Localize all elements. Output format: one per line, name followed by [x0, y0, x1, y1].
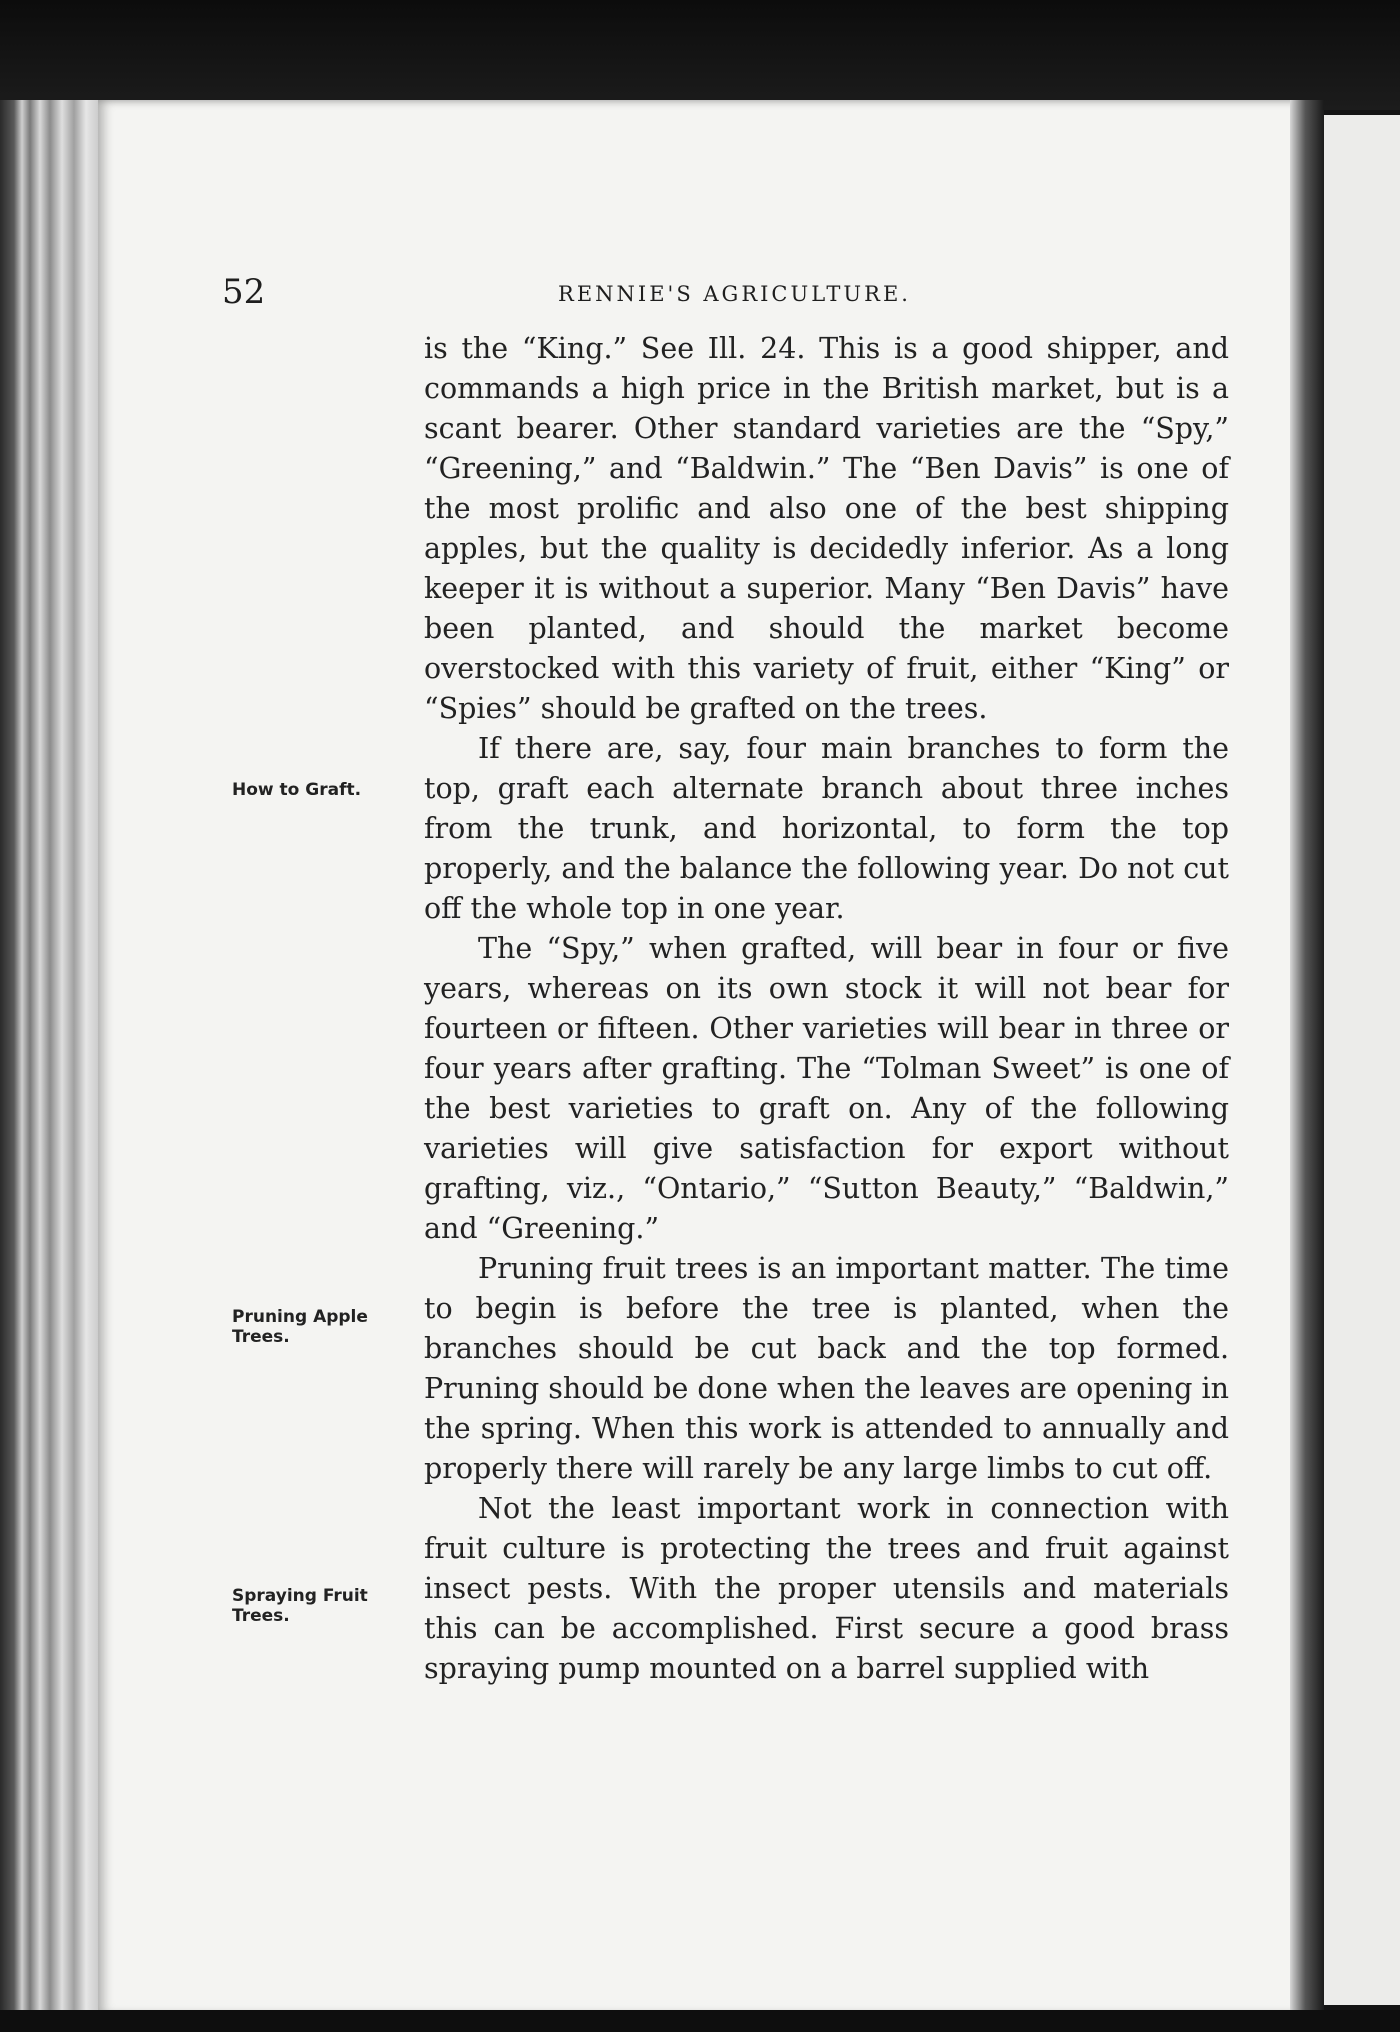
side-note-pruning-apple-trees: Pruning Apple Trees. — [232, 1307, 368, 1347]
paragraph-continued: is the “King.” See Ill. 24. This is a good shipper, and commands a high price in the British market, but is a scant bearer. Other standard varieties are the “Spy,” “Greening,” and “Baldwin.” The “Ben Davis” is one of the most prolific and also one of the best shipping apples, but the quality is decidedly inferior. As a long keeper it is without a superior. Many “Ben Davis” have been planted, and should the market become overstocked with this variety of fruit, either “King” or “Spies” should be grafted on the trees. — [424, 332, 1229, 725]
paragraph-spraying: Not the least important work in connection with fruit culture is protecting the trees and fruit against insect pests. With the proper utensils and materials this can be accomplished. First secure a good brass spraying pump mounted on a barrel supplied with — [424, 1492, 1229, 1685]
paragraph-how-to-graft: If there are, say, four main branches to form the top, graft each alternate branch about three inches from the trunk, and horizontal, to form the top properly, and the balance the following year. Do not cut off the whole top in one year. — [424, 732, 1229, 925]
running-title: RENNIE'S AGRICULTURE. — [558, 282, 911, 306]
side-note-how-to-graft: How to Graft. — [232, 780, 362, 800]
side-note-spraying-fruit-trees: Spraying Fruit Trees. — [232, 1586, 368, 1626]
body-text — [424, 329, 1229, 1689]
scan-background-top — [0, 0, 1400, 110]
paragraph-pruning: Pruning fruit trees is an important matter. The time to begin is before the tree is planted, when the branches should be cut back and the top formed. Pruning should be done when the leaves are opening in the spring. When this work is attended to annually and properly there will rarely be any large limbs to cut off. — [424, 1252, 1229, 1485]
book-gutter-shadow — [1290, 100, 1324, 2015]
running-head — [222, 272, 1247, 312]
scan-background-bottom — [0, 2010, 1400, 2032]
book-page-edges — [0, 100, 100, 2032]
facing-page-edge — [1324, 115, 1400, 2005]
paragraph-grafting-varieties: The “Spy,” when grafted, will bear in four or five years, whereas on its own stock it will not bear for fourteen or fifteen. Other varieties will bear in three or four years after grafting. The “Tolman Sweet” is one of the best varieties to graft on. Any of the following varieties will give satisfaction for export without grafting, viz., “Ontario,” “Sutton Beauty,” “Baldwin,” and “Greening.” — [424, 932, 1229, 1245]
page-number: 52 — [222, 272, 266, 312]
